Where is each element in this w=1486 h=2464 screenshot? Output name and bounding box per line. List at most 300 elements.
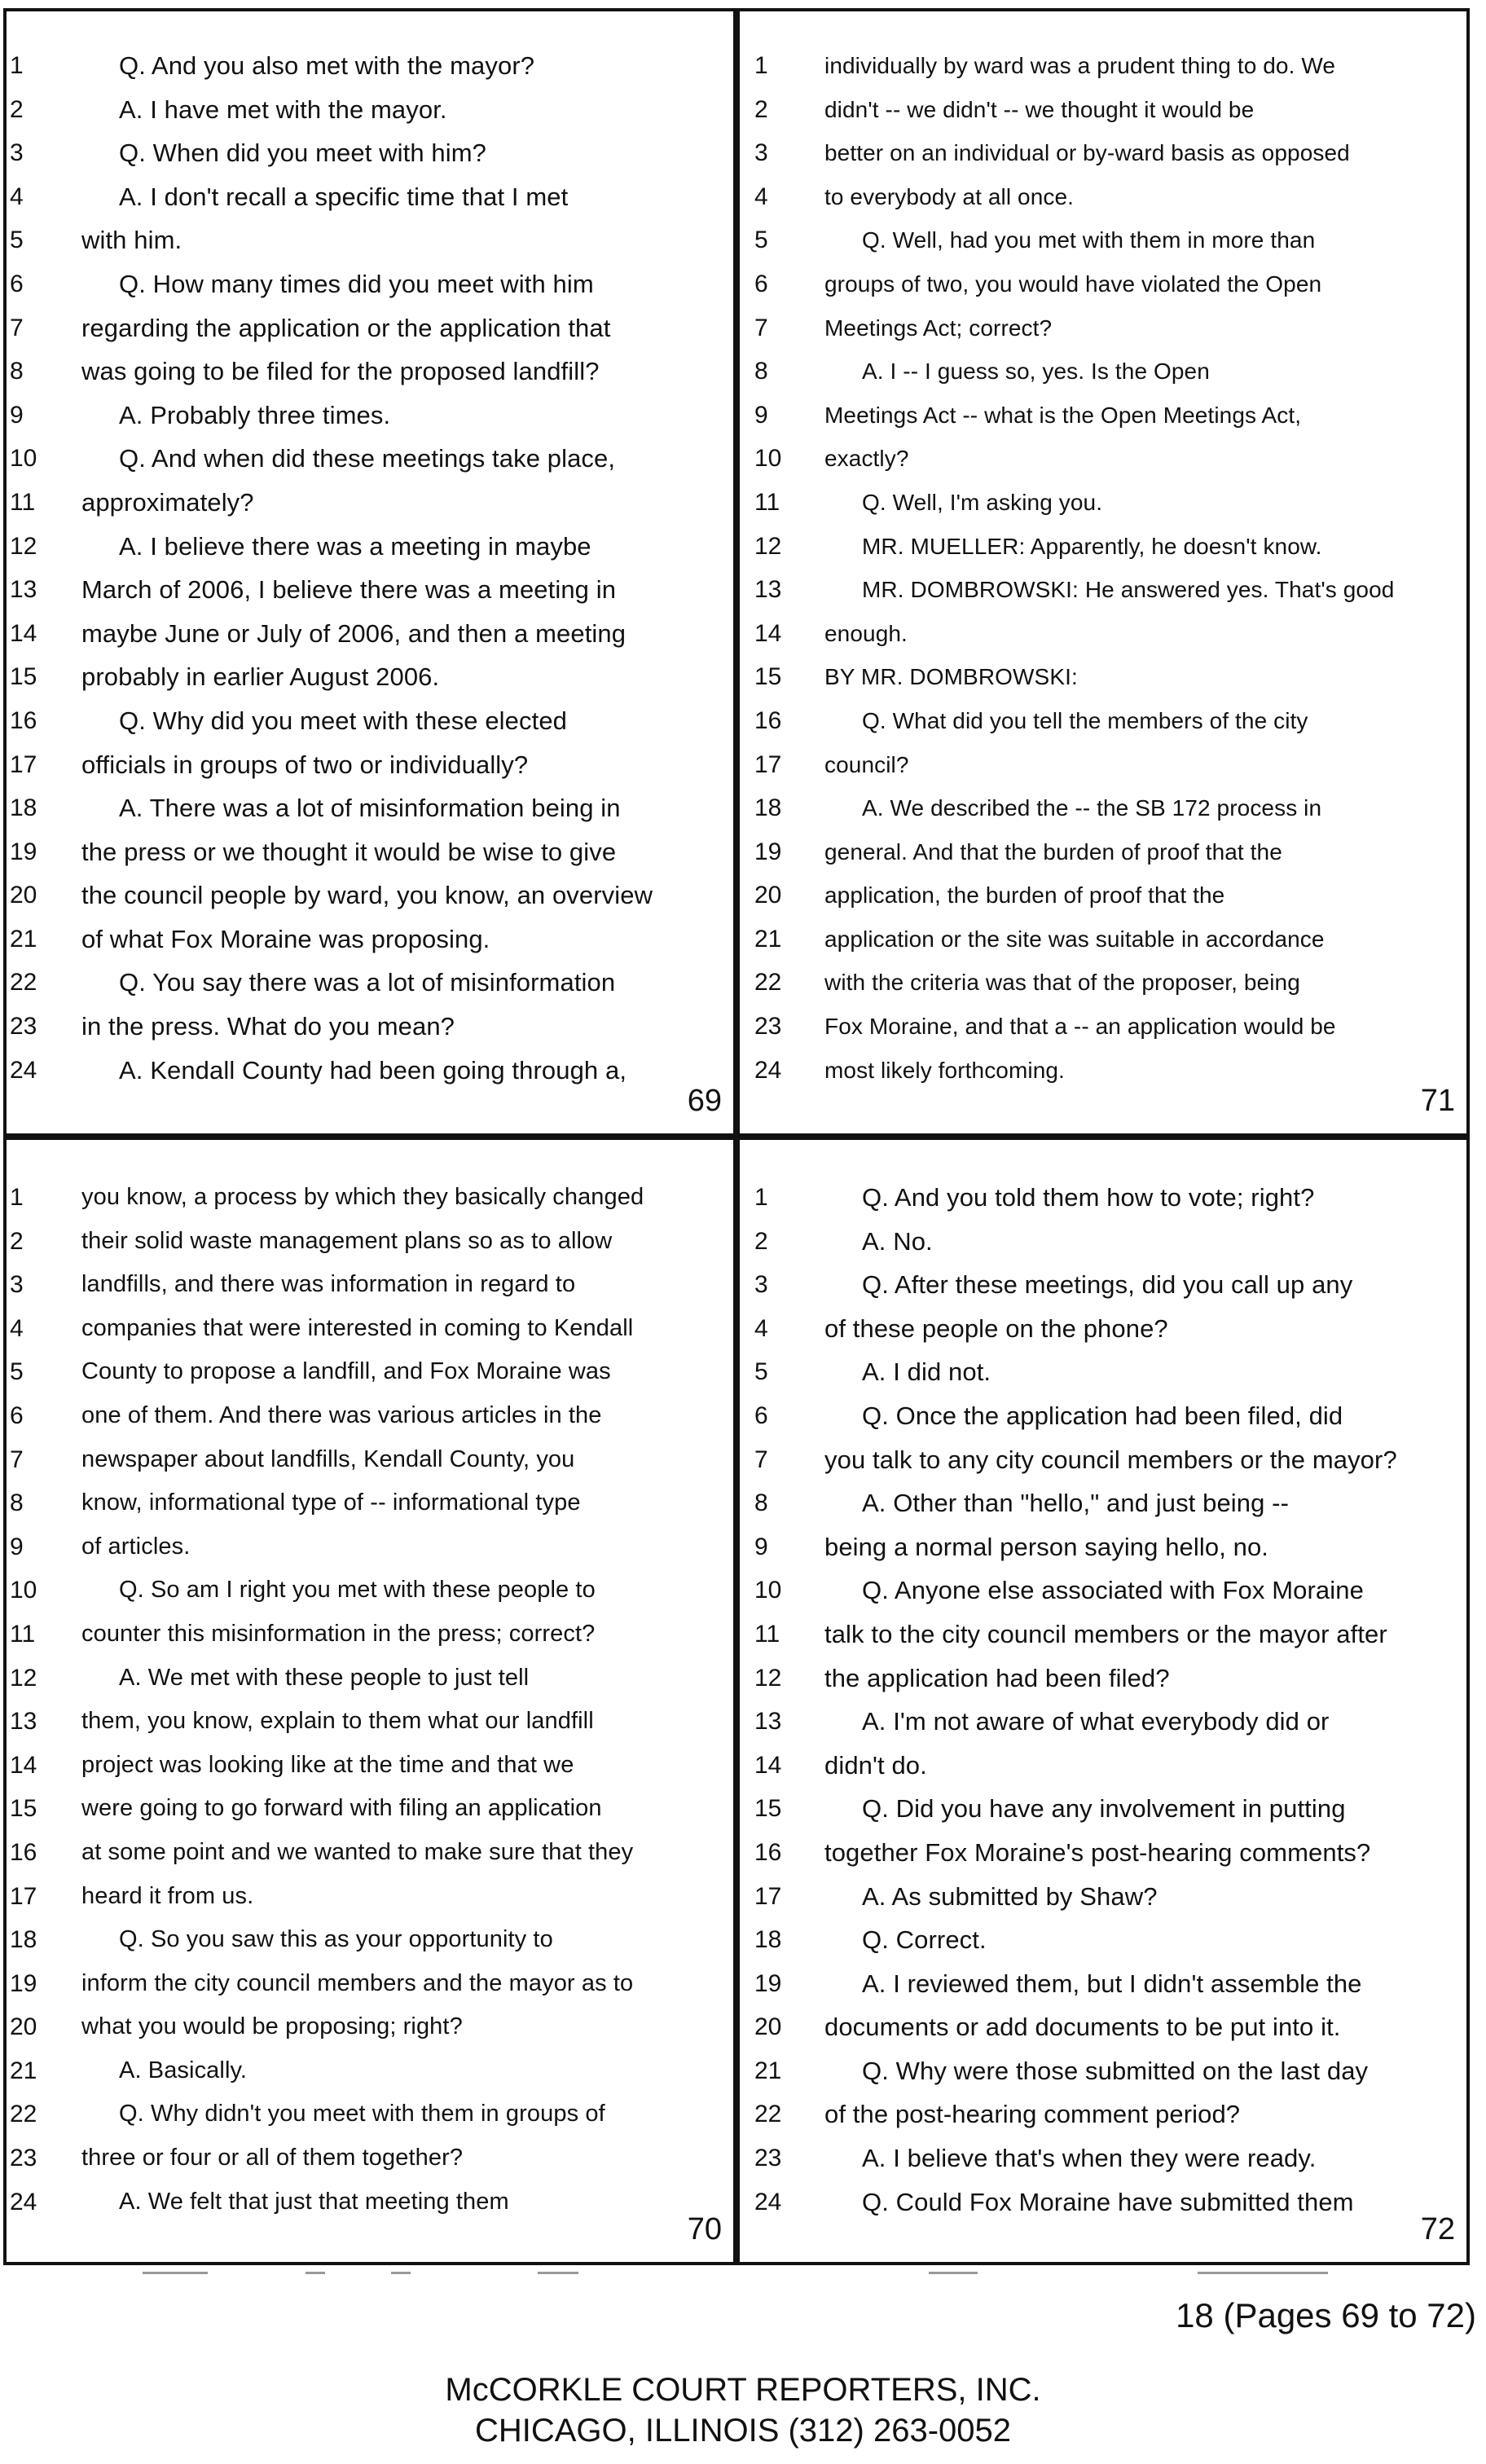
transcript-line	[736, 1657, 1470, 1701]
transcript-line	[3, 350, 736, 394]
line-number: 17	[754, 1882, 782, 1910]
line-number: 13	[10, 1708, 37, 1736]
transcript-line	[3, 1700, 736, 1744]
transcript-line	[736, 1525, 1470, 1569]
transcript-line	[3, 88, 736, 132]
line-number: 15	[754, 663, 782, 691]
transcript-line	[736, 88, 1470, 132]
line-number: 2	[754, 95, 768, 123]
line-number: 11	[10, 1620, 36, 1648]
line-number: 3	[10, 139, 24, 167]
transcript-line	[736, 1394, 1470, 1438]
line-text: them, you know, explain to them what our landfill	[81, 1708, 594, 1735]
line-number: 5	[10, 1358, 24, 1386]
transcript-line	[736, 917, 1470, 961]
transcript-line	[736, 1481, 1470, 1525]
line-number: 12	[10, 1664, 37, 1692]
transcript-line	[3, 1918, 736, 1962]
line-number: 18	[754, 1926, 782, 1954]
scan-mark	[391, 2272, 411, 2274]
line-number: 18	[754, 794, 782, 822]
line-text: of the post-hearing comment period?	[824, 2100, 1241, 2129]
line-text: you know, a process by which they basically changed	[81, 1184, 644, 1210]
transcript-line	[736, 655, 1470, 699]
transcript-line	[3, 1962, 736, 2006]
transcript-line	[3, 1875, 736, 1919]
line-text: Meetings Act -- what is the Open Meetings Act,	[824, 402, 1302, 428]
transcript-line	[3, 2180, 736, 2224]
transcript-line	[736, 699, 1470, 743]
line-text: MR. MUELLER: Apparently, he doesn't know.	[862, 533, 1322, 559]
transcript-line	[736, 437, 1470, 481]
transcript-page-69	[3, 8, 736, 1137]
line-text: A. We met with these people to just tell	[119, 1664, 530, 1691]
transcript-line	[3, 873, 736, 917]
line-number: 8	[10, 1489, 24, 1517]
line-text: what you would be proposing; right?	[81, 2013, 463, 2040]
transcript-line	[3, 786, 736, 830]
transcript-line	[736, 1962, 1470, 2006]
transcript-line	[3, 743, 736, 787]
line-text: Q. When did you meet with him?	[119, 139, 486, 168]
line-number: 20	[10, 2013, 37, 2041]
transcript-line	[3, 917, 736, 961]
line-text: Q. Well, I'm asking you.	[862, 489, 1103, 515]
line-number: 6	[10, 270, 24, 297]
transcript-line	[736, 1176, 1470, 1220]
line-text: project was looking like at the time and that we	[81, 1751, 574, 1778]
line-text: of articles.	[81, 1533, 191, 1560]
line-text: BY MR. DOMBROWSKI:	[824, 664, 1078, 690]
line-text: Q. Did you have any involvement in putting	[862, 1794, 1346, 1824]
line-number: 17	[754, 750, 782, 778]
line-text: companies that were interested in coming to Kendall	[81, 1314, 634, 1341]
line-number: 19	[10, 1969, 37, 1997]
scan-mark	[143, 2272, 208, 2274]
line-number: 11	[754, 1620, 780, 1648]
transcript-line	[3, 1525, 736, 1569]
transcript-line	[3, 1350, 736, 1394]
line-text: to everybody at all once.	[824, 183, 1075, 209]
scan-mark	[538, 2272, 578, 2274]
transcript-line	[3, 568, 736, 612]
transcript-line	[3, 2005, 736, 2049]
transcript-line	[3, 2049, 736, 2093]
transcript-line	[736, 568, 1470, 612]
line-number: 20	[10, 882, 37, 909]
transcript-line	[736, 1875, 1470, 1919]
line-text: Q. Well, had you met with them in more than	[862, 227, 1316, 253]
line-text: know, informational type of -- informational type	[81, 1489, 581, 1516]
line-number: 19	[754, 838, 782, 865]
line-text: A. I did not.	[862, 1357, 991, 1387]
transcript-line	[736, 1307, 1470, 1351]
transcript-line	[736, 1700, 1470, 1744]
transcript-line	[3, 612, 736, 656]
line-text: A. Basically.	[119, 2057, 248, 2083]
line-number: 4	[10, 183, 24, 210]
transcript-line	[736, 175, 1470, 219]
line-number: 3	[754, 1271, 768, 1299]
line-number: 18	[10, 1926, 37, 1954]
line-number: 15	[754, 1795, 782, 1823]
line-number: 24	[10, 2188, 37, 2215]
transcript-lines	[736, 44, 1470, 1092]
line-number: 7	[754, 1445, 768, 1473]
line-number: 7	[754, 314, 768, 341]
line-text: Q. Correct.	[862, 1925, 987, 1955]
transcript-line	[736, 1831, 1470, 1875]
transcript-line	[3, 699, 736, 743]
court-reporter-footer	[0, 2369, 1486, 2451]
line-text: exactly?	[824, 446, 909, 472]
line-number: 2	[10, 1227, 24, 1255]
line-text: application, the burden of proof that the	[824, 882, 1225, 909]
line-number: 8	[754, 358, 768, 385]
line-text: A. I believe that's when they were ready.	[862, 2144, 1317, 2173]
transcript-line	[3, 1005, 736, 1049]
scan-mark	[1198, 2272, 1328, 2274]
transcript-line	[736, 481, 1470, 525]
transcript-line	[736, 1918, 1470, 1962]
line-text: the press or we thought it would be wise to give	[81, 837, 617, 866]
line-number: 2	[10, 95, 24, 123]
line-number: 1	[10, 52, 24, 79]
line-text: A. Kendall County had been going through a,	[119, 1055, 627, 1085]
line-text: Q. And when did these meetings take place,	[119, 444, 616, 473]
transcript-line	[736, 961, 1470, 1005]
line-text: groups of two, you would have violated the Open	[824, 271, 1322, 297]
line-number: 9	[754, 401, 768, 429]
line-number: 15	[10, 663, 37, 691]
line-number: 5	[754, 1358, 768, 1386]
line-text: landfills, and there was information in regard to	[81, 1271, 576, 1298]
transcript-line	[736, 1005, 1470, 1049]
line-text: didn't -- we didn't -- we thought it would be	[824, 96, 1255, 122]
line-number: 14	[10, 1751, 37, 1779]
transcript-line	[3, 1744, 736, 1788]
line-text: you talk to any city council members or the mayor?	[824, 1445, 1397, 1474]
line-text: A. Probably three times.	[119, 400, 391, 429]
line-text: A. Other than "hello," and just being --	[862, 1489, 1290, 1518]
line-text: together Fox Moraine's post-hearing comments?	[824, 1837, 1371, 1867]
transcript-line	[736, 2092, 1470, 2136]
line-number: 20	[754, 882, 782, 909]
line-number: 11	[754, 488, 780, 516]
line-text: with the criteria was that of the proposer, being	[824, 970, 1300, 996]
line-number: 16	[10, 1838, 37, 1866]
line-number: 23	[754, 2145, 782, 2172]
line-number: 4	[10, 1314, 24, 1342]
line-number: 12	[10, 532, 37, 560]
line-text: heard it from us.	[81, 1882, 254, 1909]
line-text: regarding the application or the application that	[81, 313, 611, 342]
line-number: 14	[754, 619, 782, 647]
transcript-line	[3, 44, 736, 88]
line-text: at some point and we wanted to make sure that they	[81, 1838, 634, 1865]
transcript-line	[736, 1438, 1470, 1482]
transcript-line	[736, 2180, 1470, 2224]
transcript-line	[736, 1049, 1470, 1093]
line-number: 10	[754, 445, 782, 473]
line-text: Q. How many times did you meet with him	[119, 269, 594, 298]
line-number: 4	[754, 183, 768, 210]
transcript-line	[3, 1049, 736, 1093]
transcript-lines	[3, 1176, 736, 2224]
transcript-line	[736, 1613, 1470, 1657]
transcript-line	[736, 1744, 1470, 1788]
line-text: of these people on the phone?	[824, 1313, 1168, 1343]
transcript-lines	[3, 44, 736, 1092]
transcript-line	[3, 394, 736, 438]
line-text: were going to go forward with filing an application	[81, 1795, 602, 1822]
line-text: County to propose a landfill, and Fox Moraine was	[81, 1358, 611, 1385]
transcript-lines	[736, 1176, 1470, 2224]
line-text: Q. Could Fox Moraine have submitted them	[862, 2187, 1354, 2216]
line-text: in the press. What do you mean?	[81, 1012, 455, 1041]
line-number: 11	[10, 488, 36, 516]
line-number: 23	[10, 2145, 37, 2172]
transcript-line	[3, 175, 736, 219]
company-name: McCORKLE COURT REPORTERS, INC.	[445, 2372, 1041, 2408]
transcript-line	[736, 1263, 1470, 1307]
transcript-line	[3, 961, 736, 1005]
line-text: their solid waste management plans so as to allow	[81, 1227, 613, 1254]
line-number: 21	[754, 925, 782, 953]
line-number: 21	[754, 2057, 782, 2084]
transcript-line	[736, 873, 1470, 917]
company-location: CHICAGO, ILLINOIS (312) 263-0052	[474, 2413, 1012, 2449]
line-text: A. I don't recall a specific time that I met	[119, 182, 569, 211]
line-number: 24	[754, 1056, 782, 1084]
line-number: 23	[10, 1013, 37, 1041]
line-number: 2	[754, 1227, 768, 1255]
line-number: 6	[10, 1401, 24, 1429]
line-number: 16	[754, 1838, 782, 1866]
line-text: Q. You say there was a lot of misinformation	[119, 968, 616, 997]
transcript-line	[3, 481, 736, 525]
line-number: 1	[754, 1184, 768, 1211]
line-number: 22	[754, 969, 782, 997]
line-number: 10	[754, 1577, 782, 1604]
transcript-line	[736, 525, 1470, 569]
transcript-line	[736, 218, 1470, 262]
line-text: maybe June or July of 2006, and then a meeting	[81, 618, 626, 648]
line-text: individually by ward was a prudent thing to do. We	[824, 53, 1336, 78]
line-text: Q. And you also met with the mayor?	[119, 51, 535, 80]
transcript-line	[736, 830, 1470, 874]
line-text: being a normal person saying hello, no.	[824, 1532, 1269, 1561]
transcript-line	[736, 2136, 1470, 2180]
transcript-line	[3, 306, 736, 350]
line-number: 12	[754, 532, 782, 560]
line-text: counter this misinformation in the press; correct?	[81, 1620, 596, 1647]
transcript-page-71	[736, 8, 1470, 1137]
line-number: 7	[10, 1445, 24, 1473]
line-text: Q. Why didn't you meet with them in groups of	[119, 2101, 605, 2127]
line-number: 13	[754, 1708, 782, 1736]
line-number: 20	[754, 2013, 782, 2041]
line-number: 6	[754, 270, 768, 297]
transcript-line	[3, 2092, 736, 2136]
line-number: 3	[10, 1271, 24, 1299]
line-number: 17	[10, 750, 37, 778]
transcript-frame	[3, 8, 1470, 2265]
transcript-line	[736, 2049, 1470, 2093]
line-number: 21	[10, 925, 37, 953]
line-text: Q. Once the application had been filed, did	[862, 1401, 1343, 1430]
transcript-line	[736, 131, 1470, 175]
line-text: Meetings Act; correct?	[824, 315, 1053, 341]
line-text: A. I believe there was a meeting in maybe	[119, 531, 591, 561]
transcript-line	[3, 2136, 736, 2180]
line-number: 9	[10, 1533, 24, 1560]
line-text: A. As submitted by Shaw?	[862, 1881, 1158, 1911]
line-text: approximately?	[81, 487, 254, 517]
transcript-line	[3, 437, 736, 481]
line-number: 3	[754, 139, 768, 167]
line-text: A. I -- I guess so, yes. Is the Open	[862, 359, 1210, 385]
line-number: 1	[10, 1184, 24, 1211]
line-text: most likely forthcoming.	[824, 1057, 1065, 1083]
line-text: Q. And you told them how to vote; right?	[862, 1183, 1315, 1212]
transcript-line	[736, 306, 1470, 350]
line-number: 10	[10, 445, 37, 473]
line-text: the council people by ward, you know, an overview	[81, 881, 653, 910]
line-text: Q. Why were those submitted on the last day	[862, 2056, 1369, 2085]
line-number: 1	[754, 52, 768, 79]
line-text: enough.	[824, 620, 908, 646]
line-number: 5	[10, 227, 24, 254]
line-number: 22	[10, 2101, 37, 2128]
line-number: 16	[754, 706, 782, 734]
line-number: 22	[754, 2101, 782, 2128]
transcript-line	[3, 1220, 736, 1264]
transcript-line	[3, 1438, 736, 1482]
line-text: Q. Anyone else associated with Fox Moraine	[862, 1576, 1364, 1605]
transcript-line	[736, 612, 1470, 656]
line-text: March of 2006, I believe there was a meeting in	[81, 575, 617, 605]
scan-mark	[306, 2272, 325, 2274]
line-number: 9	[754, 1533, 768, 1560]
line-number: 21	[10, 2057, 37, 2084]
transcript-line	[3, 1394, 736, 1438]
line-number: 10	[10, 1577, 37, 1604]
line-number: 16	[10, 706, 37, 734]
line-number: 13	[10, 576, 37, 604]
line-number: 8	[754, 1489, 768, 1517]
line-text: A. We felt that just that meeting them	[119, 2188, 509, 2215]
line-text: MR. DOMBROWSKI: He answered yes. That's good	[862, 577, 1395, 603]
page-number: 72	[1420, 2212, 1455, 2246]
transcript-line	[3, 830, 736, 874]
line-text: didn't do.	[824, 1750, 927, 1780]
line-text: documents or add documents to be put into it.	[824, 2013, 1341, 2042]
line-text: officials in groups of two or individually?	[81, 750, 529, 779]
transcript-line	[736, 262, 1470, 306]
line-text: application or the site was suitable in accordance	[824, 926, 1325, 952]
transcript-line	[3, 1569, 736, 1613]
transcript-line	[3, 1307, 736, 1351]
line-text: Q. So you saw this as your opportunity to	[119, 1926, 553, 1953]
page-number: 69	[687, 1084, 722, 1118]
line-text: Q. After these meetings, did you call up any	[862, 1270, 1353, 1300]
line-number: 19	[754, 1969, 782, 1997]
transcript-line	[3, 1263, 736, 1307]
line-number: 8	[10, 358, 24, 385]
transcript-line	[736, 44, 1470, 88]
line-text: with him.	[81, 226, 182, 255]
line-text: A. There was a lot of misinformation being in	[119, 794, 621, 823]
line-text: was going to be filed for the proposed landfill?	[81, 357, 600, 386]
line-text: A. We described the -- the SB 172 process in	[862, 795, 1322, 821]
line-text: of what Fox Moraine was proposing.	[81, 924, 490, 953]
line-number: 23	[754, 1013, 782, 1041]
page-number: 71	[1420, 1084, 1455, 1118]
transcript-line	[736, 1220, 1470, 1264]
transcript-page-70	[3, 1137, 736, 2265]
transcript-line	[3, 218, 736, 262]
transcript-line	[736, 1787, 1470, 1831]
line-text: talk to the city council members or the mayor after	[824, 1619, 1387, 1648]
scan-mark	[929, 2272, 978, 2274]
transcript-line	[3, 1831, 736, 1875]
line-text: A. No.	[862, 1226, 933, 1256]
line-number: 24	[754, 2188, 782, 2215]
line-text: A. I reviewed them, but I didn't assemble the	[862, 1969, 1362, 1998]
line-number: 24	[10, 1056, 37, 1084]
transcript-line	[3, 1657, 736, 1701]
transcript-line	[3, 262, 736, 306]
transcript-line	[3, 1176, 736, 1220]
line-text: Q. What did you tell the members of the city	[862, 707, 1308, 733]
line-number: 19	[10, 838, 37, 865]
line-number: 13	[754, 576, 782, 604]
line-number: 6	[754, 1401, 768, 1429]
line-text: inform the city council members and the mayor as to	[81, 1969, 634, 1996]
line-number: 14	[10, 619, 37, 647]
line-number: 9	[10, 401, 24, 429]
transcript-line	[3, 1481, 736, 1525]
line-text: three or four or all of them together?	[81, 2145, 464, 2171]
transcript-line	[3, 131, 736, 175]
line-text: A. I'm not aware of what everybody did or	[862, 1707, 1330, 1736]
transcript-line	[3, 1787, 736, 1831]
line-text: Fox Moraine, and that a -- an application would be	[824, 1014, 1336, 1040]
transcript-line	[3, 655, 736, 699]
transcript-line	[736, 786, 1470, 830]
line-text: general. And that the burden of proof that the	[824, 838, 1282, 865]
transcript-line	[736, 350, 1470, 394]
line-number: 15	[10, 1795, 37, 1823]
line-number: 12	[754, 1664, 782, 1692]
line-text: Q. So am I right you met with these people to	[119, 1577, 596, 1604]
line-number: 7	[10, 314, 24, 341]
page-range-footer: 18 (Pages 69 to 72)	[1176, 2296, 1476, 2334]
transcript-line	[736, 2005, 1470, 2049]
transcript-line	[736, 394, 1470, 438]
page-number: 70	[687, 2212, 722, 2246]
line-number: 18	[10, 794, 37, 822]
line-text: the application had been filed?	[824, 1663, 1170, 1692]
line-text: one of them. And there was various articles in the	[81, 1401, 602, 1428]
line-text: council?	[824, 751, 909, 777]
transcript-line	[3, 1613, 736, 1657]
line-text: newspaper about landfills, Kendall County, you	[81, 1445, 575, 1472]
transcript-line	[736, 1350, 1470, 1394]
line-text: better on an individual or by-ward basis as opposed	[824, 140, 1350, 166]
line-number: 5	[754, 227, 768, 254]
